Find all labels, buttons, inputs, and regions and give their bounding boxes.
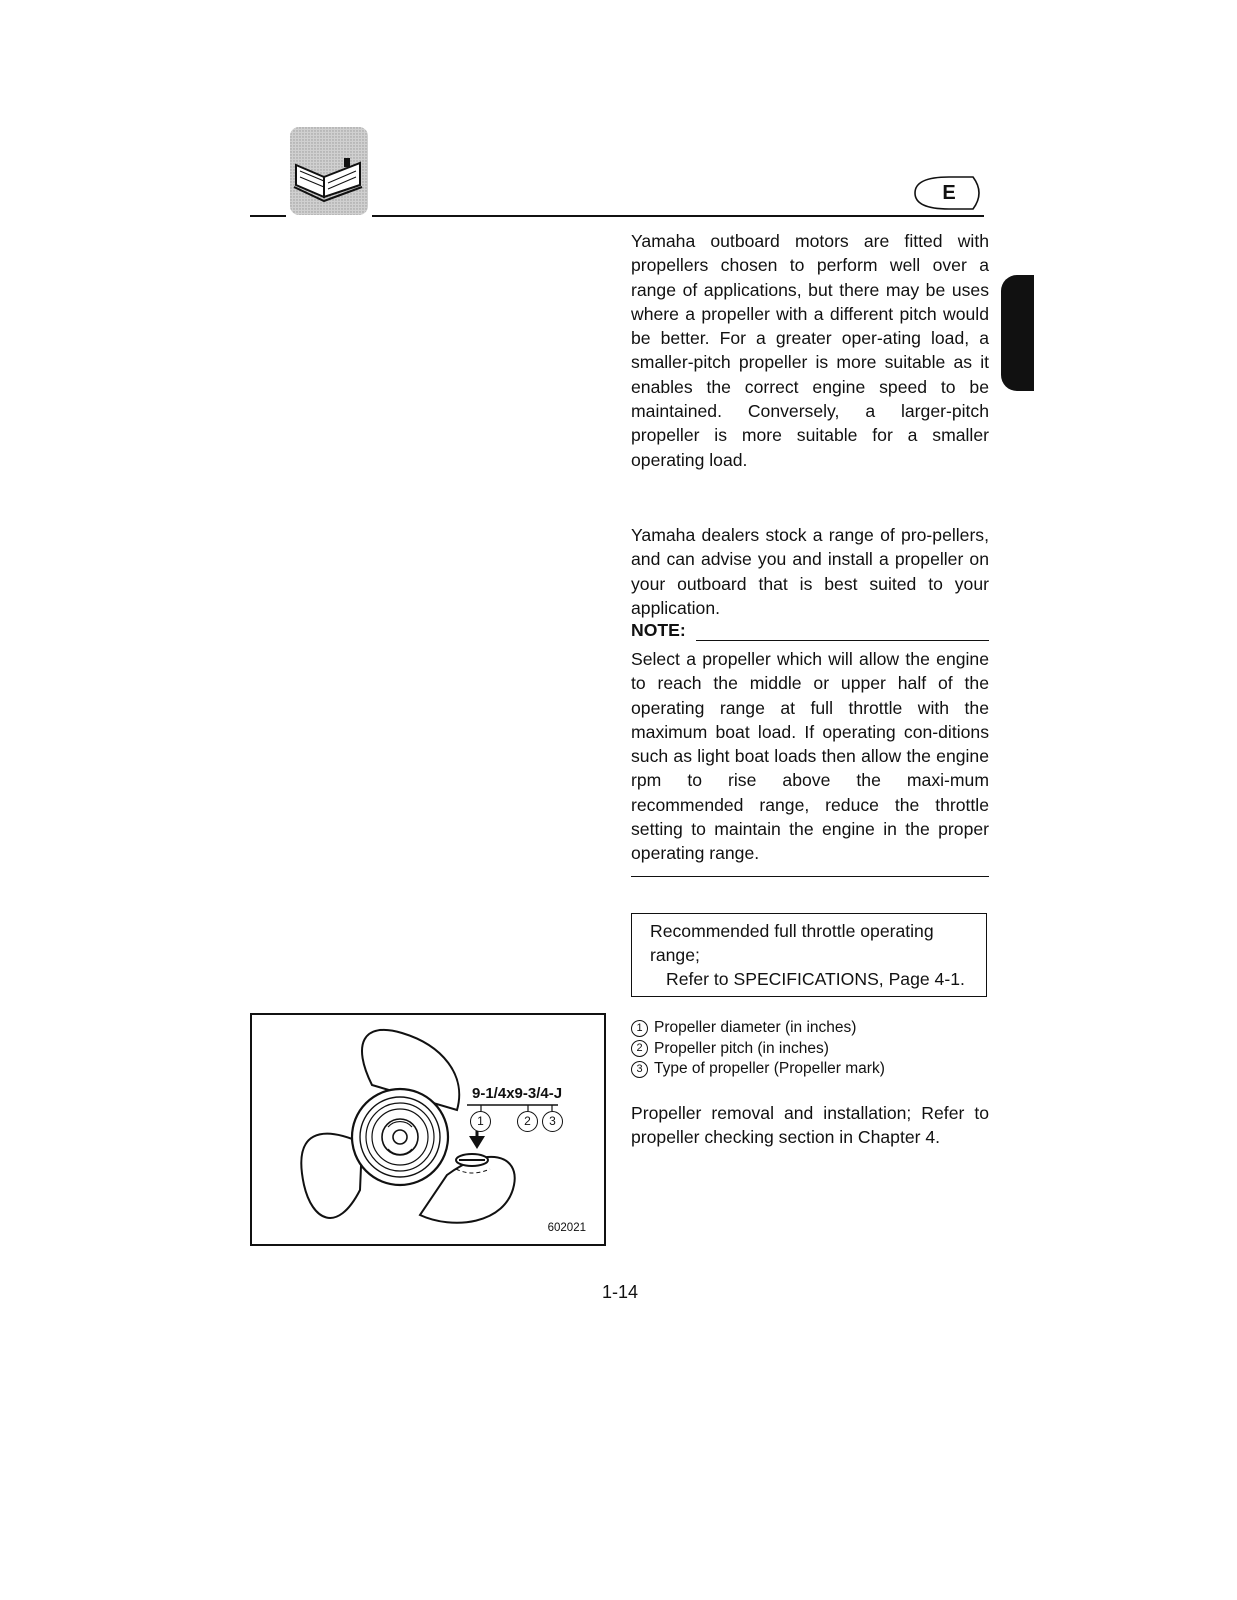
legend-number: 1 [631, 1020, 648, 1037]
recommendation-box [631, 913, 987, 997]
callout-1: 1 [470, 1111, 491, 1132]
callout-3: 3 [542, 1111, 563, 1132]
note-label: NOTE: [631, 620, 686, 640]
legend-item [631, 1059, 989, 1080]
dealers-paragraph: Yamaha dealers stock a range of pro-pellers, and can advise you and install a propeller on your outboard that is best suited to your application. [631, 525, 989, 618]
language-badge [913, 175, 985, 211]
header-rule [372, 215, 984, 217]
language-code: E [942, 182, 956, 204]
chapter-tab [1001, 275, 1034, 391]
page-number: 1-14 [601, 1282, 639, 1302]
legend-text: Propeller diameter (in inches) [654, 1019, 857, 1036]
recommendation-text: Recommended full throttle operating range; [650, 921, 934, 965]
legend-number: 2 [631, 1040, 648, 1057]
removal-paragraph: Propeller removal and installation; Refer to propeller checking section in Chapter 4. [631, 1103, 989, 1148]
propeller-figure [250, 1013, 606, 1246]
figure-code: 602021 [547, 1222, 586, 1234]
note-rule [696, 624, 989, 641]
legend-number: 3 [631, 1061, 648, 1078]
note-text: Select a propeller which will allow the engine to reach the middle or upper half of the operating range at full throttle with the maximum boat load. If operating con-ditions such as light boat loads then allow the engine rpm to rise above the maxi-mum recommended range, reduce the throttle setting to maintain the engine in the proper operating range. [631, 649, 989, 864]
legend-item [631, 1039, 989, 1060]
note-end-rule [631, 876, 989, 877]
open-book-icon [290, 127, 370, 217]
intro-paragraph: Yamaha outboard motors are fitted with propellers chosen to perform well over a range of applications, but there may be uses where a propeller with a different pitch would be better. For a greater oper-ating load, a smaller-pitch propeller is more suitable as it enables the correct engine speed to be maintained. Conversely, a larger-pitch propeller is more suitable for a smaller operating load. [631, 231, 989, 470]
header-rule-left [250, 215, 286, 217]
legend-text: Propeller pitch (in inches) [654, 1039, 829, 1057]
callout-2: 2 [517, 1111, 538, 1132]
note-heading [631, 620, 989, 641]
legend-text: Type of propeller (Propeller mark) [654, 1060, 885, 1077]
propeller-spec-label: 9-1/4x9-3/4-J [472, 1085, 563, 1102]
recommendation-reference: Refer to SPECIFICATIONS, Page 4-1. [666, 969, 965, 989]
figure-legend [631, 1018, 989, 1080]
legend-item [631, 1018, 989, 1039]
